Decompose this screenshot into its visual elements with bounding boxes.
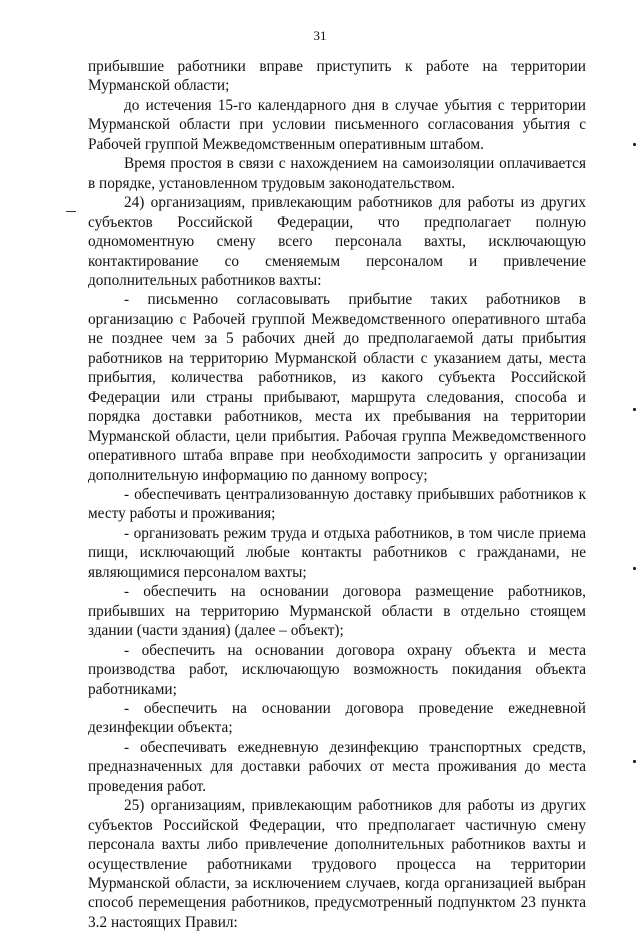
scan-speck xyxy=(633,143,636,146)
scan-speck xyxy=(633,760,636,763)
list-item-security: - обеспечить на основании договора охрану объекта и места производства работ, исключающую возможность покидания объекта работниками; xyxy=(88,641,586,698)
list-item-disinfection-transport: - обеспечивать ежедневную дезинфекцию транспортных средств, предназначенных для доставки рабочих от места проживания до места проведения работ. xyxy=(88,738,586,795)
margin-mark xyxy=(66,211,76,212)
paragraph-item-24: 24) организациям, привлекающим работников для работы из других субъектов Российской Федерации, что предполагает полную одномоментную смену всего персонала вахты, исключающую контактирование со сменяемым персоналом и привлечение дополнительных работников вахты: xyxy=(88,194,586,289)
paragraph-idle-time-payment: Время простоя в связи с нахождением на самоизоляции оплачивается в порядке, установленном трудовым законодательством. xyxy=(88,155,586,192)
paragraph-item-25: 25) организациям, привлекающим работников для работы из других субъектов Российской Федерации, что предполагает частичную смену персонала вахты либо привлечение дополнительных работников вахты и осуществление работниками трудового процесса на территории Мурманской области, за исключением случаев, когда организацией выбран способ перемещения работников, предусмотренный подпунктом 23 пункта 3.2 настоящих Правил: xyxy=(88,797,586,931)
page-number: 31 xyxy=(313,28,327,43)
list-item-disinfection-object: - обеспечить на основании договора проведение ежедневной дезинфекции объекта; xyxy=(88,699,586,737)
document-body xyxy=(88,57,586,932)
scan-speck xyxy=(633,408,636,411)
list-item-accommodation: - обеспечить на основании договора размещение работников, прибывших на территорию Мурманской области в отдельно стоящем здании (части здания) (далее – объект); xyxy=(88,583,586,640)
scan-speck xyxy=(633,567,636,570)
list-item-work-rest-regime: - организовать режим труда и отдыха работников, в том числе приема пищи, исключающий любые контакты работников с гражданами, не являющимися персоналом вахты; xyxy=(88,524,586,581)
list-item-centralized-delivery: - обеспечивать централизованную доставку прибывших работников к месту работы и проживания; xyxy=(88,485,586,523)
paragraph-departure-deadline: до истечения 15-го календарного дня в случае убытия с территории Мурманской области при условии письменного согласования убытия с Рабочей группой Межведомственным оперативным штабом. xyxy=(88,96,586,153)
list-item-coordinate-arrival: - письменно согласовывать прибытие таких работников в организацию с Рабочей группой Межведомственного оперативного штаба не позднее чем за 5 рабочих дней до предполагаемой даты прибытия работников на территорию Мурманской области с указанием даты, места прибытия, количества работников, из какого субъекта Российской Федерации или страны прибывают, маршрута следования, способа и порядка доставки работников, места их пребывания на территории Мурманской области, цели прибытия. Рабочая группа Межведомственного оперативного штаба вправе при необходимости запросить у организации дополнительную информацию по данному вопросу; xyxy=(88,291,586,484)
paragraph-continuation: прибывшие работники вправе приступить к работе на территории Мурманской области; xyxy=(88,58,586,95)
